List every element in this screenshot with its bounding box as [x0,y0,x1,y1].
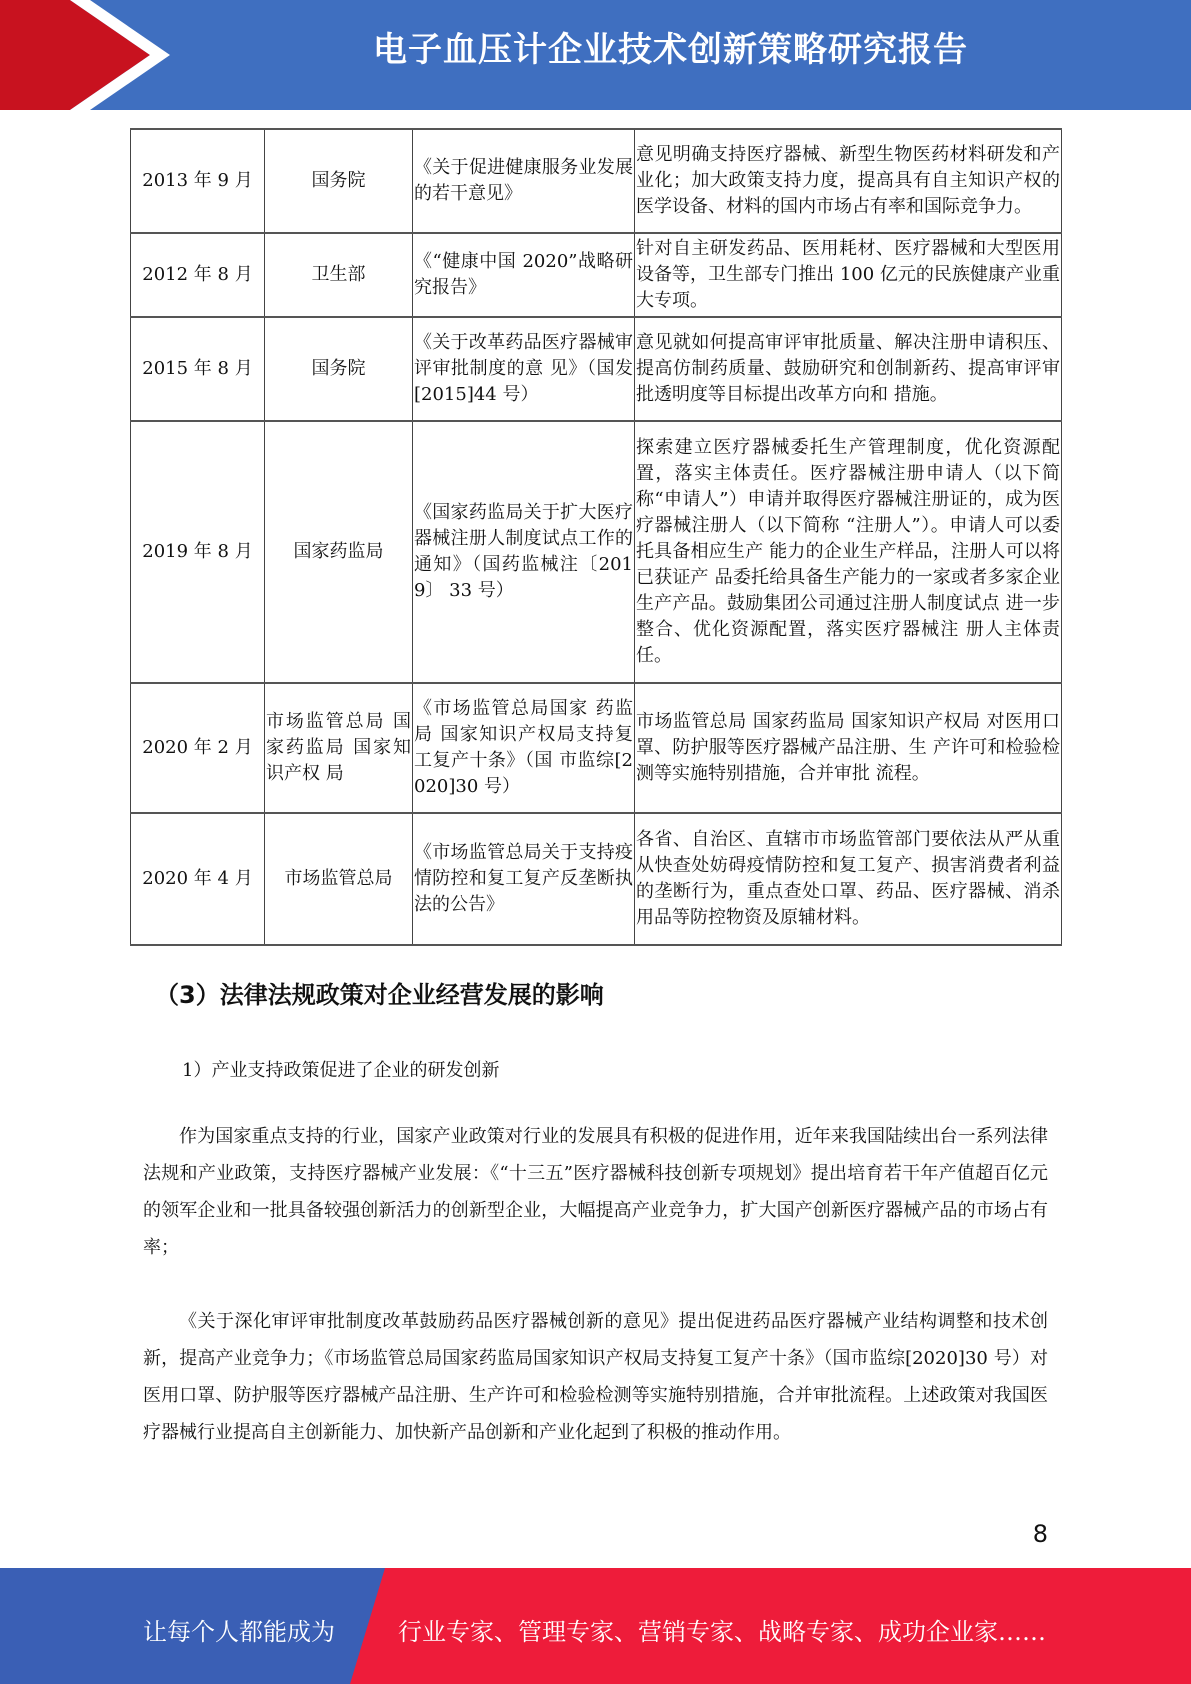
document-cell: 《关于促进健康服务业发展的若干意见》 [413,129,635,233]
date-cell: 2013 年 9 月 [131,129,265,233]
table-row [131,421,1062,683]
report-title: 电子血压计企业技术创新策略研究报告 [373,30,968,70]
body-paragraph: 作为国家重点支持的行业，国家产业政策对行业的发展具有积极的促进作用，近年来我国陆续出台一系列法律法规和产业政策，支持医疗器械产业发展：《“十三五”医疗器械科技创新专项规划》提出培育若干年产值超百亿元的领军企业和一批具备较强创新活力的创新型企业，大幅提高产业竞争力，扩大国产创新医疗器械产品的市场占有率； [143,1126,1048,1258]
document-cell: 《国家药监局关于扩大医疗器械注册人制度试点工作的通知》（国药监械注〔2019〕 33 号） [413,421,635,683]
content-cell: 各省、自治区、直辖市市场监管部门要依法从严从重从快查处妨碍疫情防控和复工复产、损害消费者利益的垄断行为，重点查处口罩、药品、医疗器械、消杀用品等防控物资及原辅材料。 [635,813,1062,945]
policy-table [130,128,1062,946]
department-cell: 市场监管总局 [265,813,413,945]
department-cell: 卫生部 [265,233,413,317]
page-footer [0,1568,1191,1684]
page-header [0,0,1191,110]
document-cell: 《“健康中国 2020”战略研究报告》 [413,233,635,317]
department-cell: 国务院 [265,317,413,421]
date-cell: 2020 年 4 月 [131,813,265,945]
document-cell: 《市场监管总局国家 药监局 国家知识产权局支持复工复产十条》（国 市监综[2020]30 号） [413,683,635,813]
department-cell: 国务院 [265,129,413,233]
footer-slogan-left: 让每个人都能成为 [143,1618,335,1646]
date-cell: 2019 年 8 月 [131,421,265,683]
date-cell: 2015 年 8 月 [131,317,265,421]
content-cell: 意见明确支持医疗器械、新型生物医药材料研发和产业化；加大政策支持力度，提高具有自主知识产权的医学设备、材料的国内市场占有率和国际竞争力。 [635,129,1062,233]
content-cell: 市场监管总局 国家药监局 国家知识产权局 对医用口罩、防护服等医疗器械产品注册、生 产许可和检验检测等实施特别措施，合并审批 流程。 [635,683,1062,813]
date-cell: 2012 年 8 月 [131,233,265,317]
footer-slogan-right: 行业专家、管理专家、营销专家、战略专家、成功企业家…… [398,1618,1046,1646]
table-row [131,129,1062,233]
document-cell: 《关于改革药品医疗器械审评审批制度的意 见》（国发[2015]44 号） [413,317,635,421]
sub-heading: 1）产业支持政策促进了企业的研发创新 [182,1060,500,1081]
table-row [131,317,1062,421]
department-cell: 国家药监局 [265,421,413,683]
table-row [131,233,1062,317]
page-number: 8 [1032,1520,1048,1548]
table-row [131,683,1062,813]
table-row [131,813,1062,945]
content-cell: 意见就如何提高审评审批质量、解决注册申请积压、提高仿制药质量、鼓励研究和创制新药、提高审评审批透明度等目标提出改革方向和 措施。 [635,317,1062,421]
body-paragraph: 《关于深化审评审批制度改革鼓励药品医疗器械创新的意见》提出促进药品医疗器械产业结构调整和技术创新，提高产业竞争力；《市场监管总局国家药监局国家知识产权局支持复工复产十条》（国市监综[2020]30 号）对医用口罩、防护服等医疗器械产品注册、生产许可和检验检测等实施特别措施，合并审批流程。上述政策对我国医疗器械行业提高自主创新能力、加快新产品创新和产业化起到了积极的推动作用。 [143,1311,1048,1443]
department-cell: 市场监管总局 国家药监局 国家知识产权 局 [265,683,413,813]
content-cell: 探索建立医疗器械委托生产管理制度，优化资源配置，落实主体责任。医疗器械注册申请人（以下简称“申请人”）申请并取得医疗器械注册证的，成为医疗器械注册人（以下简称 “注册人”）。申请人可以委托具备相应生产 能力的企业生产样品，注册人可以将已获证产 品委托给具备生产能力的一家或者多家企业 生产产品。鼓励集团公司通过注册人制度试点 进一步整合、优化资源配置，落实医疗器械注 册人主体责任。 [635,421,1062,683]
document-cell: 《市场监管总局关于支持疫情防控和复工复产反垄断执法的公告》 [413,813,635,945]
content-cell: 针对自主研发药品、医用耗材、医疗器械和大型医用设备等，卫生部专门推出 100 亿元的民族健康产业重大专项。 [635,233,1062,317]
date-cell: 2020 年 2 月 [131,683,265,813]
section-heading: （3）法律法规政策对企业经营发展的影响 [155,981,604,1009]
